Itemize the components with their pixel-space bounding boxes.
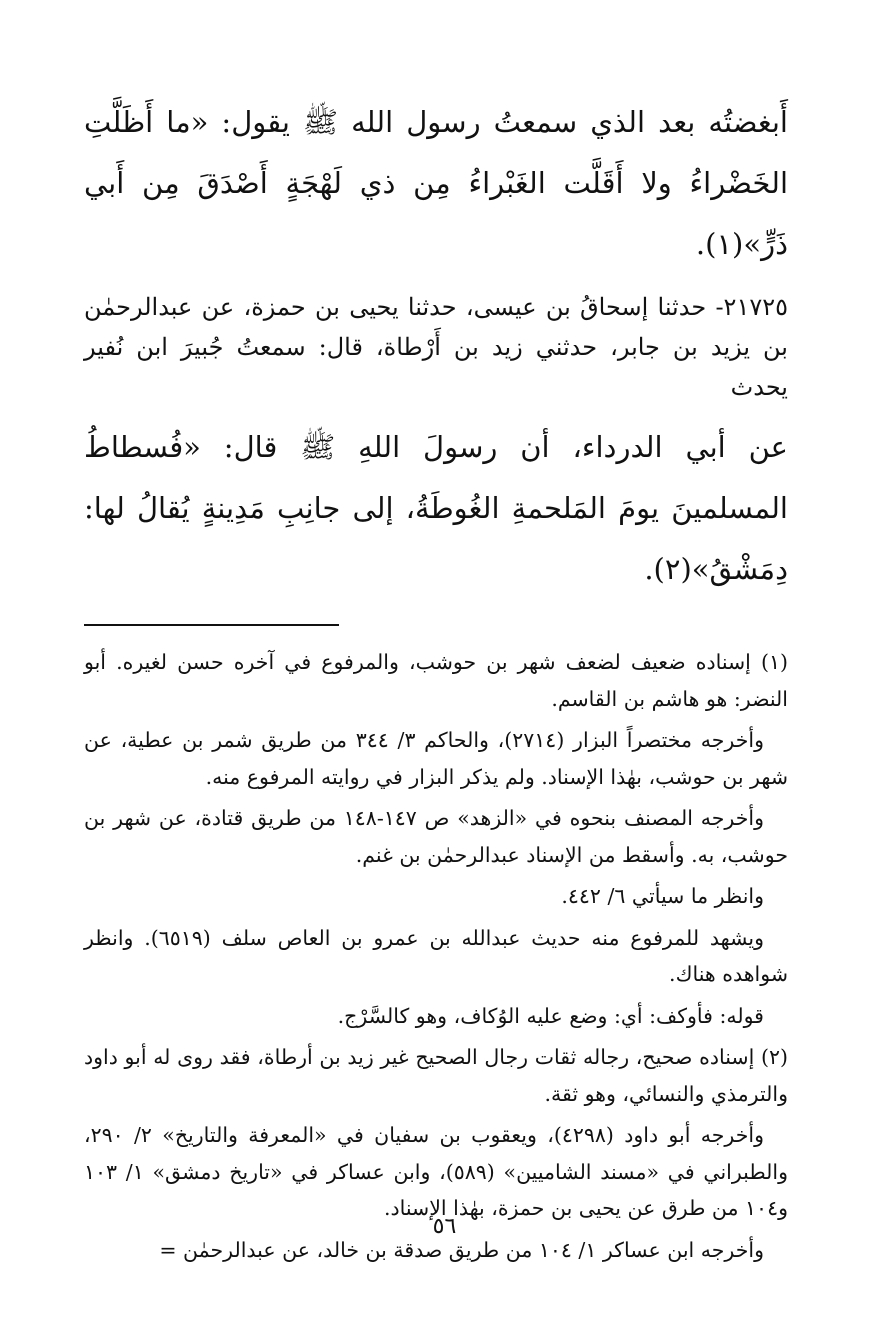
footnote-paragraph: وأخرجه المصنف بنحوه في «الزهد» ص ١٤٧-١٤٨ من طريق قتادة، عن شهر بن حوشب، به. وأسقط من الإسناد عبدالرحمٰن بن غنم. — [84, 806, 788, 867]
footnote-paragraph: ويشهد للمرفوع منه حديث عبدالله بن عمرو بن العاص سلف (٦٥١٩). وانظر شواهده هناك. — [84, 925, 788, 986]
footnote-2: (٢) إسناده صحيح، رجاله ثقات رجال الصحيح غير زيد بن أرطاة، فقد روى له أبو داود والترمذي والنسائي، وهو ثقة. — [84, 1045, 788, 1106]
footnote-paragraph: وأخرجه مختصراً البزار (٢٧١٤)، والحاكم ٣/ ٣٤٤ من طريق شمر بن عطية، عن شهر بن حوشب، بهٰذا الإسناد. ولم يذكر البزار في روايته المرفوع منه. — [84, 728, 788, 789]
hadith-text-continuation: أَبغضتُه بعد الذي سمعتُ رسول الله ﷺ يقول: «ما أَظَلَّتِ الخَضْراءُ ولا أَقَلَّت الغَبْراءُ مِن ذي لَهْجَةٍ أَصْدَقَ مِن أَبي ذَرٍّ»(١). — [84, 105, 788, 261]
footnotes — [84, 644, 788, 1268]
footnote-paragraph: وأخرجه ابن عساكر ١/ ١٠٤ من طريق صدقة بن خالد، عن عبدالرحمٰن = — [159, 1237, 764, 1262]
footnote-separator — [84, 624, 339, 626]
page-number: ٥٦ — [432, 1214, 457, 1239]
footnote-paragraph: وأخرجه أبو داود (٤٢٩٨)، ويعقوب بن سفيان في «المعرفة والتاريخ» ٢/ ٢٩٠، والطبراني في «مسند الشاميين» (٥٨٩)، وابن عساكر في «تاريخ دمشق» ١/ ١٠٣ و١٠٤ من طرق عن يحيى بن حمزة، بهٰذا الإسناد. — [84, 1123, 788, 1220]
hadith-matn: عن أبي الدرداء، أن رسولَ اللهِ ﷺ قال: «فُسطاطُ المسلمينَ يومَ المَلحمةِ الغُوطَةُ، إلى جانِبِ مَدِينةٍ يُقالُ لها: دِمَشْقُ»(٢). — [84, 430, 788, 586]
hadith-isnad: ٢١٧٢٥- حدثنا إسحاقُ بن عيسى، حدثنا يحيى بن حمزة، عن عبدالرحمٰن بن يزيد بن جابر، حدثني زيد بن أَرْطاة، قال: سمعتُ جُبيرَ ابن نُفير يحدث — [84, 293, 788, 401]
footnote-1: (١) إسناده ضعيف لضعف شهر بن حوشب، والمرفوع في آخره حسن لغيره. أبو النضر: هو هاشم بن القاسم. — [84, 650, 788, 711]
page-content — [84, 92, 788, 1273]
footnote-paragraph: وانظر ما سيأتي ٦/ ٤٤٢. — [561, 884, 764, 908]
footnote-paragraph: قوله: فأوكف: أي: وضع عليه الوُكاف، وهو كالسَّرْج. — [337, 1003, 764, 1028]
